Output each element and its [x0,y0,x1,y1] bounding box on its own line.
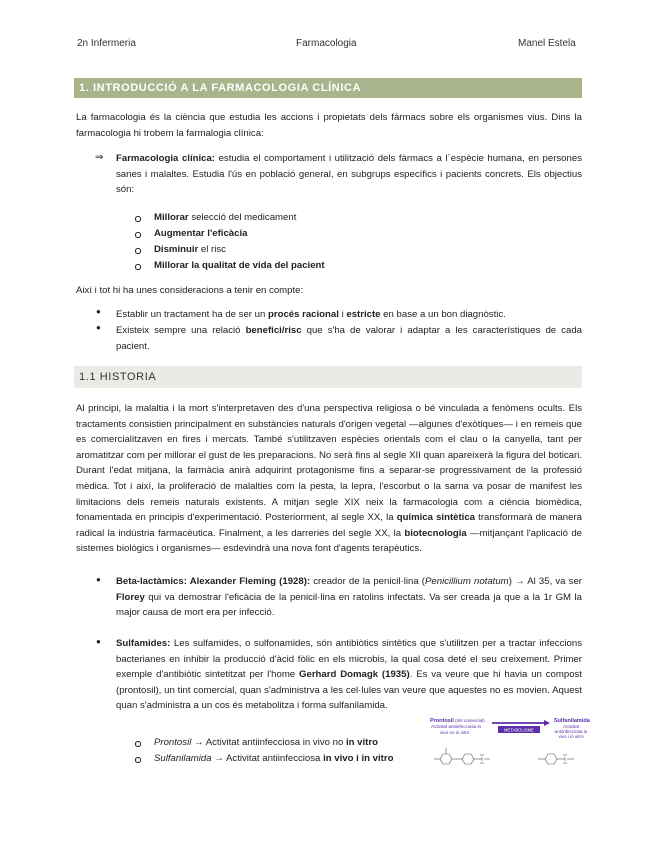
subsection-heading-band [74,366,582,388]
clinical-pharmacology-text: estudia el comportament i utilització dels fàrmacs a l´espècie humana, en persones sanes i malaltes. Estudia l'ús en població general, en subgrups específics i pacients concrets. Els objectius són: [116,153,582,196]
header-author: Manel Estela [518,38,576,49]
sulfanilamide-item: Sulfanilamida → Activitat antiinfecciosa in vivo i in vitro [154,753,394,764]
diagram-arrow-head-icon [544,720,550,726]
circle-bullet-icon [135,248,141,254]
diagram-sulfanilamide-label: Sulfanilamida [554,718,590,724]
intro-paragraph: La farmacologia és la ciència que estudia les accions i propietats dels fàrmacs sobre els organismes vius. Dins la farmacologia hi trobem la farmalogia clínica: [76,112,582,139]
circle-bullet-icon [135,232,141,238]
header-course: 2n Infermeria [77,38,136,49]
sulfonamides-item: Sulfamides: Les sulfamides, o sulfonamides, són antibiòtics sintètics que s'utilitzen per a tractar infeccions bacterianes en inhibir la producció d'àcid fòlic en els microbis, la qual cosa deté el seu creixement. Primer exemple d'antibiòtic sintetitzat per l'home Gerhard Domagk (1935). Es va veure que hi havia un compost (prontosil), un tint comercial, quan s'administrva a les cel·lules van veure que aquestes no es movien. Aquest quan s'administra a un cos és metabolitza i forma sulfanilamida. [116,638,582,712]
consideration-item: Establir un tractament ha de ser un procés racional i estricte en base a un bon diagnòstic. [116,309,506,320]
section-heading-band [74,78,582,98]
diagram-right-line: vivo i in vitro [558,734,584,739]
consideration-item: Existeix sempre una relació benefici/risc que s'ha de valorar i adaptar a les característiques de cada pacient. [116,325,582,352]
objective-item: Millorar selecció del medicament [154,212,297,223]
section-title: 1. INTRODUCCIÓ A LA FARMACOLOGIA CLÍNICA [79,82,362,94]
diagram-metabolism-label: METABOLISME [504,727,534,733]
prontosil-metabolism-diagram [428,715,598,775]
beta-lactams-item: Beta-lactàmics: Alexander Fleming (1928): creador de la penicil·lina (Penicillium notatum) → Al 35, va ser Florey qui va demostrar l'eficàcia de la penicil·lina en ratolins infectats. Va ser creada ja que a la 1r GM la major causa de mort era per infecció. [116,576,582,619]
circle-bullet-icon [135,757,141,763]
prontosil-structure-icon [434,748,490,764]
bullet-icon: ● [96,307,101,316]
circle-bullet-icon [135,264,141,270]
bullet-icon: ● [96,323,101,332]
diagram-right-line: antiinfecciosa in [554,729,588,734]
objective-item: Augmentar l'eficàcia [154,228,248,239]
header-subject: Farmacologia [296,38,357,49]
sulfanilamide-structure-icon [538,754,574,764]
arrow-bullet-icon: ⇒ [95,152,104,163]
objective-item: Disminuir el risc [154,244,226,255]
clinical-pharmacology-term: Farmacologia clínica: [116,153,215,164]
diagram-left-line: Activitat antiinfecciosa in [431,724,482,729]
prontosil-item: Prontosil → Activitat antiinfecciosa in vivo no in vitro [154,737,378,748]
circle-bullet-icon [135,216,141,222]
considerations-intro: Així i tot hi ha unes consideracions a tenir en compte: [76,285,304,296]
history-paragraph: Al principi, la malaltia i la mort s'interpretaven des d'una perspectiva religiosa o bé vinculada a fenòmens ocults. Els tractaments consistien principalment en substàncies naturals d'origen vegetal —algunes d'exòtiques— i en remeis que es comercialitzaven en fires i mercats. També s'utilitzaven espècies orientals com el clau o la canyella, tant per aromatitzar com per millorar el gust de les preparacions. No serà fins al segle XII quan apareixerà la figura del boticari. Durant l'edat mitjana, la farmàcia anirà adquirint protagonisme fins a separar-se progressivament de la professió mèdica. Tot i així, la proliferació de malalties com la pesta, la lepra, l'escorbut o la sarna va posar de manifest les limitacions dels remeis naturals existents. A mitjan segle XIX neix la farmacologia com a ciència biomèdica, fonamentada en principis d'experimentació. Posteriorment, al segle XX, la química sintètica transformarà de manera radical la indústria farmacèutica. Finalment, a les darreries del segle XX, la biotecnologia —mitjançant l'aplicació de sistemes biològics i organismes— esdevindrà una nova font d'agents terapèutics. [76,403,583,555]
diagram-left-line: vivo no in vitro [440,730,470,735]
bullet-icon: ● [96,637,101,646]
circle-bullet-icon [135,741,141,747]
bullet-icon: ● [96,575,101,584]
diagram-right-line: Activitat [562,724,580,729]
objective-item: Millorar la qualitat de vida del pacient [154,260,325,271]
subsection-title: 1.1 HISTORIA [79,371,157,383]
diagram-prontosil-label: Prontosil (tint comercial) [430,718,485,724]
clinical-pharmacology-item [116,151,582,198]
